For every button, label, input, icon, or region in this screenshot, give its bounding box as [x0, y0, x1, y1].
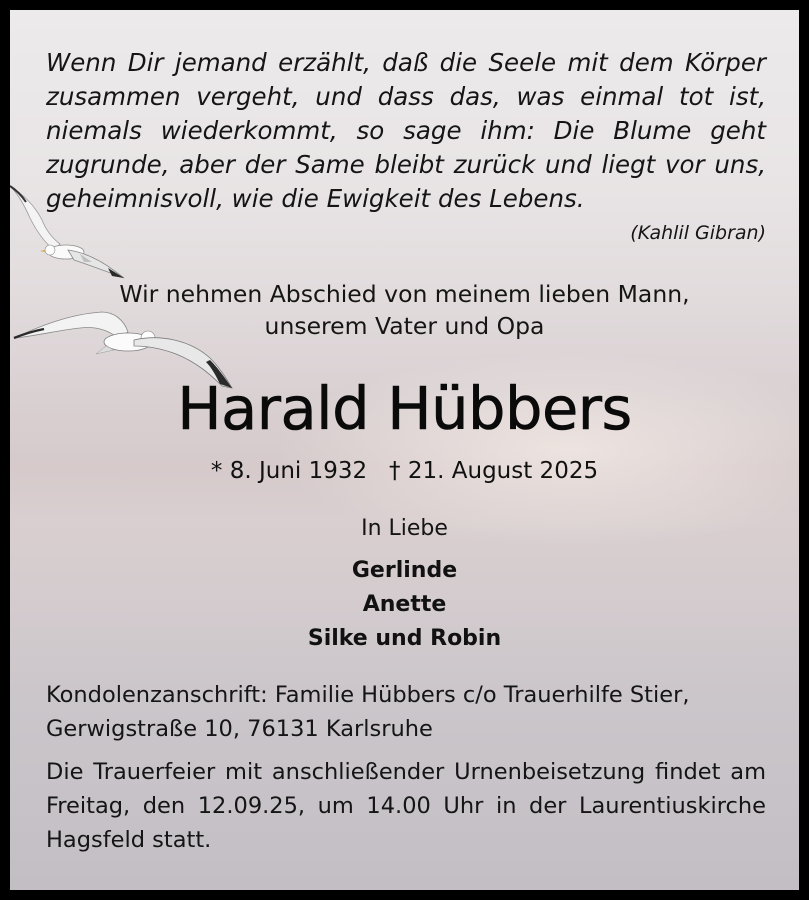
mourners-list: [10, 554, 799, 656]
mourner-name: Anette: [362, 592, 447, 617]
deceased-name: Harald Hübbers: [177, 374, 632, 443]
address-line: Kondolenzanschrift: Familie Hübbers c/o Trauerhilfe Stier,: [46, 682, 690, 708]
quote-author: (Kahlil Gibran): [630, 222, 766, 244]
condolence-address: [46, 678, 766, 746]
life-dates: * 8. Juni 1932 † 21. August 2025: [210, 458, 599, 484]
mourners-intro: In Liebe: [361, 516, 448, 541]
funeral-notice: Die Trauerfeier mit anschließender Urnenbeisetzung findet am Freitag, den 12.09.25, um 14.00 Uhr in der Laurentiuskirche Hagsfeld statt.: [46, 759, 766, 853]
address-line: Gerwigstraße 10, 76131 Karlsruhe: [46, 716, 433, 742]
farewell-intro-line: Wir nehmen Abschied von meinem lieben Mann,: [119, 280, 690, 308]
obituary-card: [10, 10, 799, 890]
quote-text: Wenn Dir jemand erzählt, daß die Seele mit dem Körper zusammen vergeht, und dass das, was einmal tot ist, niemals wiederkommt, so sage ihm: Die Blume geht zugrunde, aber der Same bleibt zurück und liegt vor uns, geheimnisvoll, wie die Ewigkeit des Lebens.: [46, 48, 766, 213]
farewell-intro: [10, 278, 799, 342]
mourner-name: Gerlinde: [351, 558, 458, 583]
farewell-intro-line: unserem Vater und Opa: [264, 312, 545, 340]
mourner-name: Silke und Robin: [307, 626, 502, 651]
